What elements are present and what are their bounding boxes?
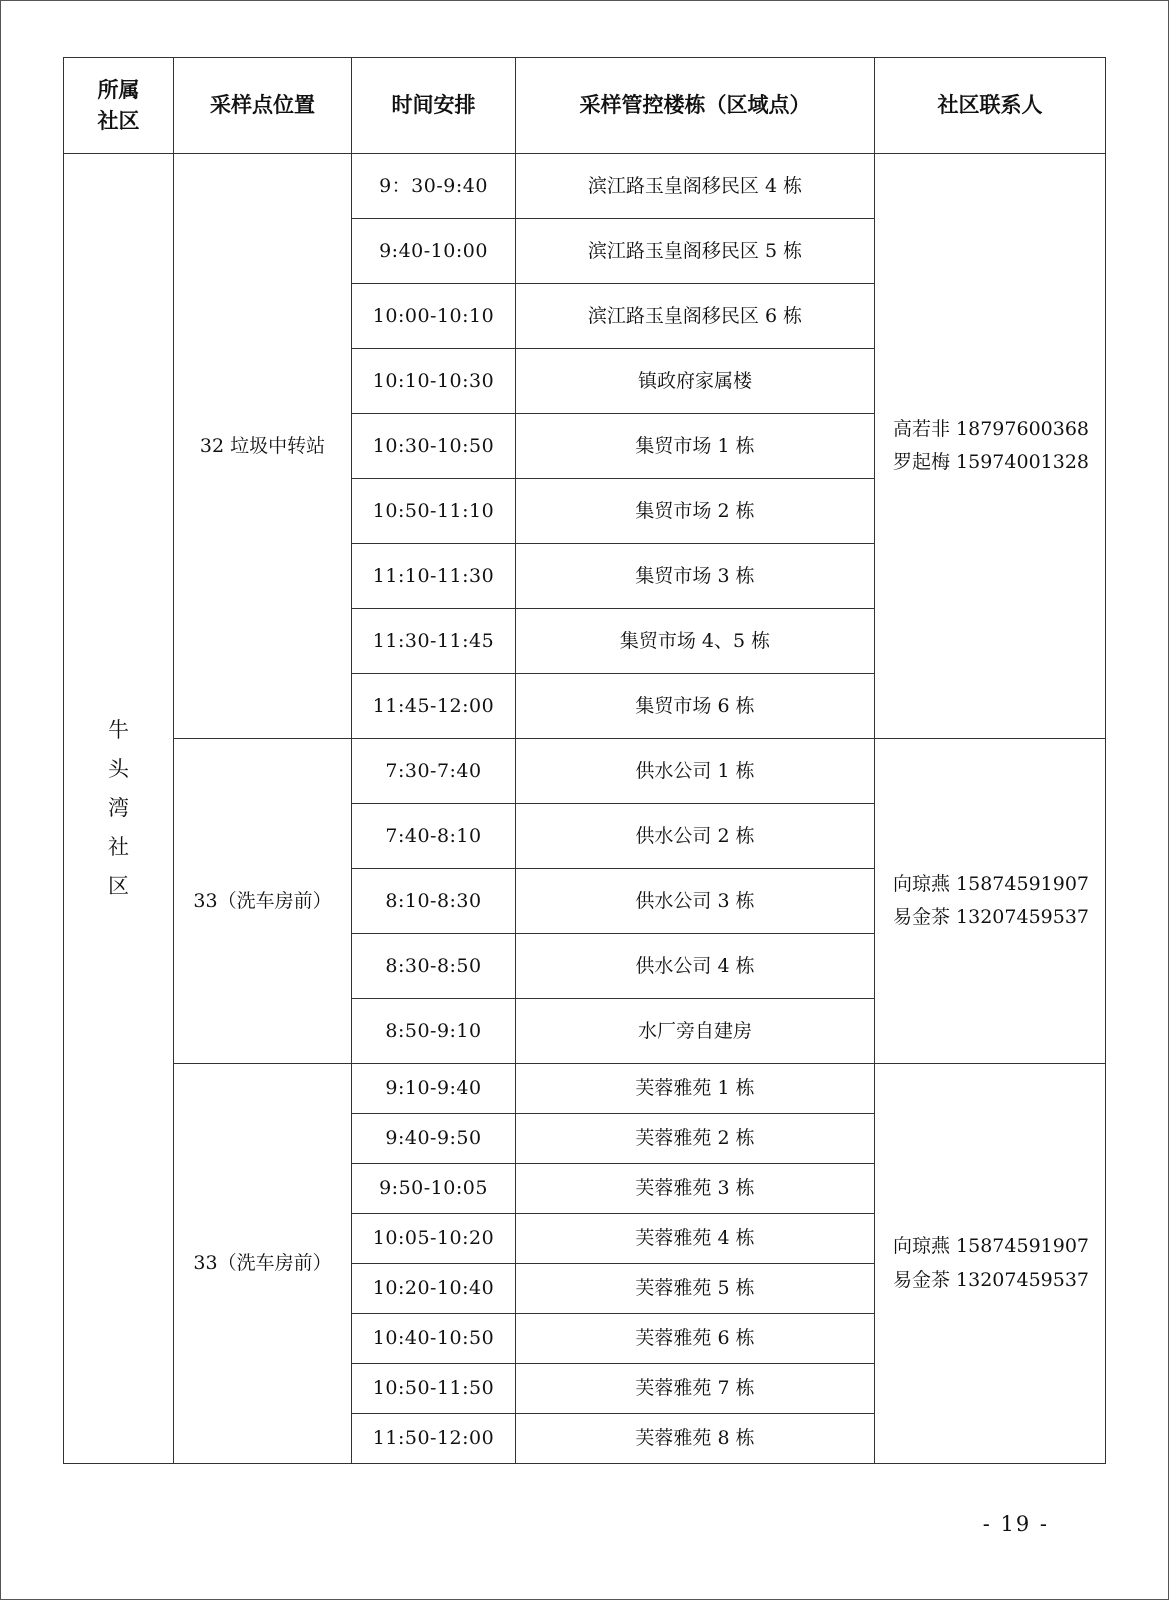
contact-line: 易金茶 13207459537	[893, 1268, 1090, 1291]
table-row	[64, 739, 1106, 804]
area-cell: 镇政府家属楼	[516, 349, 875, 414]
time-cell: 9:40-9:50	[352, 1114, 516, 1164]
time-cell: 9:50-10:05	[352, 1164, 516, 1214]
header-site: 采样点位置	[174, 58, 352, 154]
contact-line: 易金茶 13207459537	[893, 906, 1090, 928]
time-cell: 10:10-10:30	[352, 349, 516, 414]
area-cell: 滨江路玉皇阁移民区 6 栋	[516, 284, 875, 349]
area-cell: 滨江路玉皇阁移民区 5 栋	[516, 219, 875, 284]
time-cell: 11:10-11:30	[352, 544, 516, 609]
time-cell: 10:05-10:20	[352, 1214, 516, 1264]
area-cell: 集贸市场 3 栋	[516, 544, 875, 609]
time-cell: 10:40-10:50	[352, 1314, 516, 1364]
time-cell: 7:30-7:40	[352, 739, 516, 804]
table-row	[64, 1064, 1106, 1114]
time-cell: 9:40-10:00	[352, 219, 516, 284]
area-cell: 滨江路玉皇阁移民区 4 栋	[516, 154, 875, 219]
community-name: 牛头湾社区	[108, 718, 129, 898]
header-buildings: 采样管控楼栋（区域点）	[516, 58, 875, 154]
area-cell: 集贸市场 4、5 栋	[516, 609, 875, 674]
time-cell: 11:45-12:00	[352, 674, 516, 739]
area-cell: 集贸市场 2 栋	[516, 479, 875, 544]
community-cell	[64, 154, 174, 1464]
area-cell: 芙蓉雅苑 7 栋	[516, 1364, 875, 1414]
site-cell: 33（洗车房前）	[174, 1064, 352, 1464]
contact-line: 向琼燕 15874591907	[893, 1235, 1090, 1258]
area-cell: 芙蓉雅苑 3 栋	[516, 1164, 875, 1214]
area-cell: 供水公司 1 栋	[516, 739, 875, 804]
contact-line: 高若非 18797600368	[893, 417, 1090, 440]
time-cell: 11:50-12:00	[352, 1414, 516, 1464]
header-row	[64, 58, 1106, 154]
time-cell: 10:50-11:10	[352, 479, 516, 544]
area-cell: 芙蓉雅苑 4 栋	[516, 1214, 875, 1264]
time-cell: 10:50-11:50	[352, 1364, 516, 1414]
page-number: - 19 -	[982, 1512, 1049, 1536]
table-row	[64, 154, 1106, 219]
contact-cell	[875, 739, 1106, 1064]
header-contact: 社区联系人	[875, 58, 1106, 154]
site-cell: 33（洗车房前）	[174, 739, 352, 1064]
area-cell: 芙蓉雅苑 2 栋	[516, 1114, 875, 1164]
header-community: 所属社区	[64, 58, 174, 154]
area-cell: 供水公司 3 栋	[516, 869, 875, 934]
time-cell: 8:50-9:10	[352, 999, 516, 1064]
area-cell: 芙蓉雅苑 6 栋	[516, 1314, 875, 1364]
contact-line: 向琼燕 15874591907	[893, 872, 1090, 895]
sampling-schedule-table	[63, 57, 1106, 1464]
time-cell: 10:20-10:40	[352, 1264, 516, 1314]
time-cell: 9:10-9:40	[352, 1064, 516, 1114]
area-cell: 集贸市场 6 栋	[516, 674, 875, 739]
header-time: 时间安排	[352, 58, 516, 154]
area-cell: 供水公司 4 栋	[516, 934, 875, 999]
area-cell: 集贸市场 1 栋	[516, 414, 875, 479]
area-cell: 供水公司 2 栋	[516, 804, 875, 869]
area-cell: 芙蓉雅苑 8 栋	[516, 1414, 875, 1464]
site-cell: 32 垃圾中转站	[174, 154, 352, 739]
contact-line: 罗起梅 15974001328	[893, 451, 1090, 473]
area-cell: 芙蓉雅苑 5 栋	[516, 1264, 875, 1314]
time-cell: 7:40-8:10	[352, 804, 516, 869]
contact-cell	[875, 154, 1106, 739]
time-cell: 9：30-9:40	[352, 154, 516, 219]
area-cell: 水厂旁自建房	[516, 999, 875, 1064]
area-cell: 芙蓉雅苑 1 栋	[516, 1064, 875, 1114]
time-cell: 10:30-10:50	[352, 414, 516, 479]
time-cell: 8:10-8:30	[352, 869, 516, 934]
contact-cell	[875, 1064, 1106, 1464]
time-cell: 11:30-11:45	[352, 609, 516, 674]
time-cell: 8:30-8:50	[352, 934, 516, 999]
time-cell: 10:00-10:10	[352, 284, 516, 349]
